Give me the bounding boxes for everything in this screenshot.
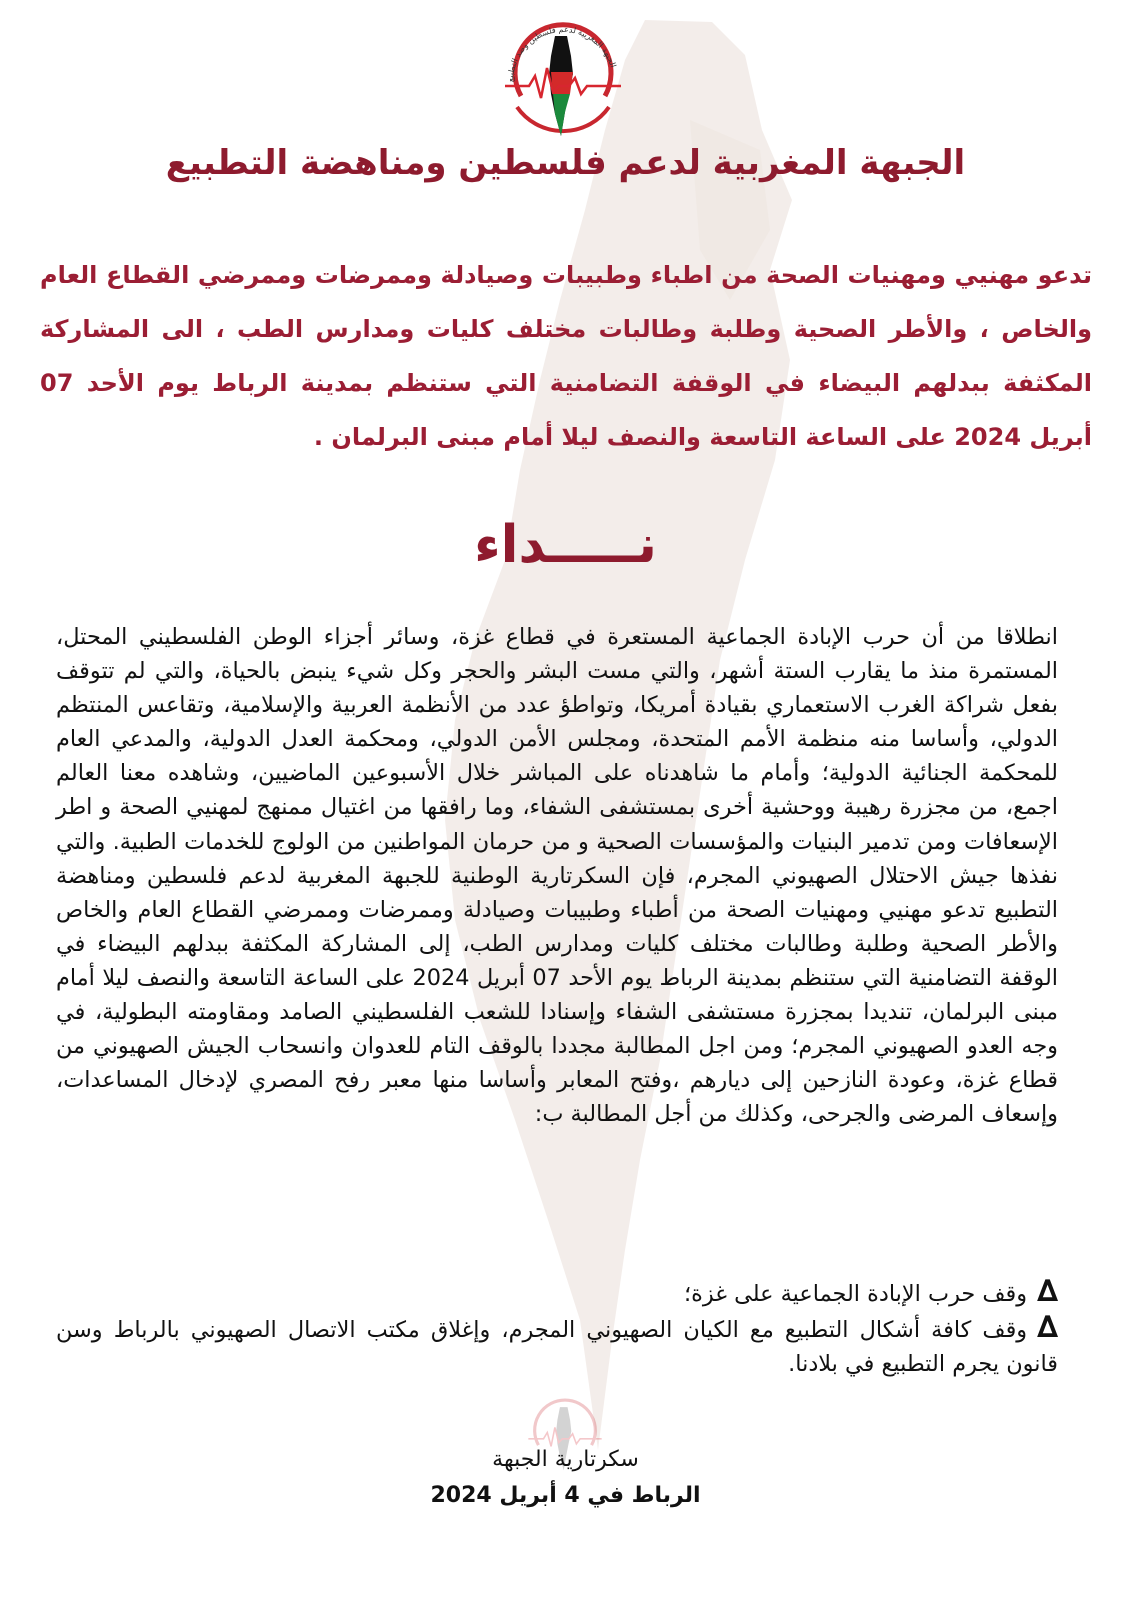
- demand-text: وقف حرب الإبادة الجماعية على غزة؛: [684, 1281, 1028, 1307]
- call-heading: نـــــداء: [474, 515, 657, 575]
- logo-ring-text: الجبهة المغربية لدعم فلسطين وضد التطبيع: [505, 24, 618, 83]
- signatory: سكرتارية الجبهة: [492, 1447, 639, 1472]
- demand-item: [56, 1311, 1058, 1381]
- place-date: الرباط في 4 أبريل 2024: [430, 1483, 701, 1508]
- invitation-paragraph: تدعو مهنيي ومهنيات الصحة من اطباء وطبيبات وصيادلة وممرضات وممرضي القطاع العام والخاص ، والأطر الصحية وطلبة وطالبات مختلف كليات ومدارس الطب ، الى المشاركة المكثفة ببدلهم البيضاء في الوقفة التضامنية التي ستنظم بمدينة الرباط يوم الأحد 07 أبريل 2024 على الساعة التاسعة والنصف ليلا أمام مبنى البرلمان .: [40, 261, 1092, 451]
- statement-body: انطلاقا من أن حرب الإبادة الجماعية المستعرة في قطاع غزة، وسائر أجزاء الوطن الفلسطيني المحتل، المستمرة منذ ما يقارب الستة أشهر، والتي مست البشر والحجر وكل شيء ينبض بالحياة، والتي لم تتوقف بفعل شراكة الغرب الاستعماري بقيادة أمريكا، وتواطؤ عدد من الأنظمة العربية والإسلامية، وتقاعس المنتظم الدولي، وأساسا منه منظمة الأمم المتحدة، ومجلس الأمن الدولي، ومحكمة العدل الدولية، والمدعي العام للمحكمة الجنائية الدولية؛ وأمام ما شاهدناه على المباشر خلال الأسبوعين الماضيين، وشاهده معنا العالم اجمع، من مجزرة رهيبة ووحشية أخرى بمستشفى الشفاء، وما رافقها من اغتيال ممنهج لمهنيي الصحة و اطر الإسعافات ومن تدمير البنيات والمؤسسات الصحية و من حرمان المواطنين من الولوج للخدمات الطبية. والتي نفذها جيش الاحتلال الصهيوني المجرم، فإن السكرتارية الوطنية للجبهة المغربية لدعم فلسطين ومناهضة التطبيع تدعو مهنيي ومهنيات الصحة من أطباء وطبيبات وصيادلة وممرضات وممرضي القطاع العام والخاص والأطر الصحية وطلبة وطالبات مختلف كليات ومدارس الطب، إلى المشاركة المكثفة ببدلهم البيضاء في الوقفة التضامنية التي ستنظم بمدينة الرباط يوم الأحد 07 أبريل 2024 على الساعة التاسعة والنصف ليلا أمام مبنى البرلمان، تنديدا بمجزرة مستشفى الشفاء وإسنادا للشعب الفلسطيني الصامد ومقاومته البطولية، في وجه العدو الصهيوني المجرم؛ ومن اجل المطالبة مجددا بالوقف التام للعدوان وانسحاب الجيش الصهيوني من قطاع غزة، وعودة النازحين إلى ديارهم ،وفتح المعابر وأساسا منها معبر رفح المصري لإدخال المساعدات، وإسعاف المرضى والجرحى، وكذلك من أجل المطالبة ب:: [56, 624, 1059, 1128]
- organization-title: الجبهة المغربية لدعم فلسطين ومناهضة التطبيع: [165, 143, 966, 183]
- signature-block: [300, 1442, 831, 1514]
- organization-logo-icon: [495, 12, 631, 148]
- demand-text: وقف كافة أشكال التطبيع مع الكيان الصهيوني المجرم، وإغلاق مكتب الاتصال الصهيوني بالرباط وسن قانون يجرم التطبيع في بلادنا.: [56, 1317, 1058, 1378]
- demands-list: [56, 1275, 1058, 1381]
- delta-bullet-icon: ∆: [1037, 1310, 1058, 1346]
- delta-bullet-icon: ∆: [1037, 1274, 1058, 1309]
- demand-item: [56, 1275, 1058, 1311]
